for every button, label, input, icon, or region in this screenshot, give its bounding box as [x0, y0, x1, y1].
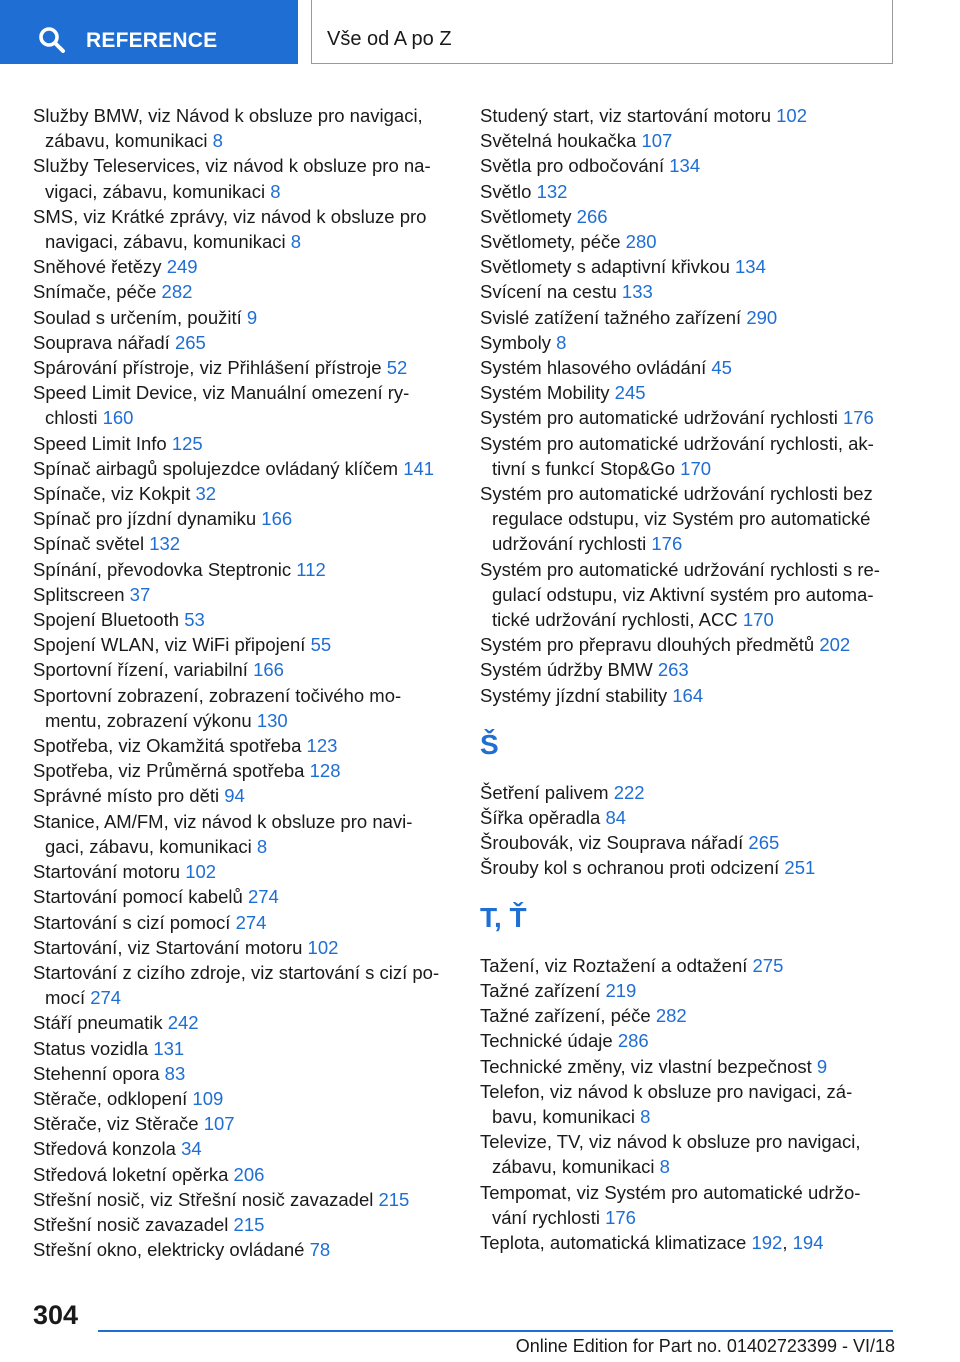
page-link[interactable]: 34: [181, 1138, 202, 1160]
entry-text: Světlomety s adaptivní křivkou: [480, 256, 735, 278]
entry-text: Startování z cizího zdroje, viz startování s cizí po‐: [33, 961, 440, 983]
page-link[interactable]: 8: [270, 180, 281, 202]
entry-text: Spojení WLAN, viz WiFi připojení: [33, 634, 311, 656]
index-entry: [480, 855, 920, 880]
entry-text: Světla pro odbočování: [480, 155, 670, 177]
index-entry: [480, 557, 920, 633]
entry-text: Startování pomocí kabelů: [33, 886, 248, 908]
index-entry: [33, 279, 458, 304]
index-entry: [480, 153, 920, 178]
index-entry: [480, 780, 920, 805]
entry-text: Tažné zařízení: [480, 979, 606, 1001]
page-link[interactable]: 166: [253, 659, 284, 681]
index-entry: [33, 557, 458, 582]
page-link[interactable]: 107: [641, 130, 673, 152]
page-link[interactable]: 8: [290, 231, 302, 253]
index-entry: [33, 783, 458, 808]
page-link[interactable]: 242: [167, 1012, 199, 1034]
entry-text: Stáří pneumatik: [33, 1012, 168, 1034]
index-entry: [480, 405, 920, 430]
index-entry: [480, 1180, 920, 1230]
entry-text: Stěrače, odklopení: [33, 1087, 193, 1109]
page-link[interactable]: 274: [247, 886, 279, 908]
entry-text: udržování rychlosti: [492, 533, 652, 555]
entry-text: Spojení Bluetooth: [33, 609, 185, 631]
entry-text: mocí: [45, 987, 91, 1009]
entry-text: gaci, zábavu, komunikaci: [45, 835, 257, 857]
page-link[interactable]: 45: [711, 357, 732, 379]
entry-text: Stanice, AM/FM, viz návod k obsluze pro navi‐: [33, 810, 413, 832]
entry-text: Středová konzola: [33, 1138, 182, 1160]
index-entry: [33, 960, 458, 1010]
page-link[interactable]: 52: [386, 357, 408, 379]
entry-text: tivní s funkcí Stop&Go: [492, 457, 681, 479]
page-link[interactable]: 8: [212, 130, 223, 152]
page-link[interactable]: 222: [613, 781, 645, 803]
entry-text: Svislé zatížení tažného zařízení: [480, 306, 747, 328]
index-entry: [480, 830, 920, 855]
page-link[interactable]: 194: [792, 1231, 824, 1253]
index-entry: [480, 683, 920, 708]
entry-text: regulace odstupu, viz Systém pro automatické: [492, 508, 871, 530]
entry-text: Šetření palivem: [480, 781, 614, 803]
index-entry: [480, 1129, 920, 1179]
reference-tab[interactable]: [0, 0, 298, 64]
search-icon: [38, 26, 68, 56]
entry-text: Střešní nosič zavazadel: [33, 1213, 234, 1235]
page-link[interactable]: 166: [261, 508, 293, 530]
index-entry: [33, 506, 458, 531]
entry-text: Světlo: [480, 180, 537, 202]
entry-text: Souprava nářadí: [33, 331, 175, 353]
page-link[interactable]: 219: [605, 979, 637, 1001]
index-entry: [480, 805, 920, 830]
page-link[interactable]: 280: [625, 231, 657, 253]
index-entry: [33, 330, 458, 355]
page-link[interactable]: 286: [617, 1030, 649, 1052]
index-entry: [480, 204, 920, 229]
page-link[interactable]: 94: [224, 785, 245, 807]
entry-text: mentu, zobrazení výkonu: [45, 709, 257, 731]
page-link[interactable]: 107: [203, 1113, 235, 1135]
page-link[interactable]: 176: [842, 407, 874, 429]
page-link[interactable]: 84: [605, 807, 627, 829]
page-link[interactable]: 202: [819, 634, 851, 656]
index-entry: [33, 1187, 458, 1212]
index-entry: [480, 103, 920, 128]
index-entry: [480, 179, 920, 204]
entry-text: Sněhové řetězy: [33, 256, 167, 278]
entry-text: Světelná houkačka: [480, 130, 642, 152]
page-link[interactable]: 141: [403, 457, 435, 479]
index-entry: [33, 153, 458, 203]
index-entry: [33, 431, 458, 456]
index-entry: [33, 1010, 458, 1035]
index-entry: [480, 1003, 920, 1028]
index-entry: [33, 1061, 458, 1086]
page-link[interactable]: 132: [149, 533, 181, 555]
entry-text: Středová loketní opěrka: [33, 1163, 234, 1185]
page-link[interactable]: 265: [174, 331, 206, 353]
page-number: 304: [33, 1300, 79, 1330]
index-entry: [33, 1162, 458, 1187]
page-link[interactable]: 134: [669, 155, 701, 177]
entry-text: Střešní nosič, viz Střešní nosič zavazadel: [33, 1188, 379, 1210]
page-separator: ,: [782, 1231, 793, 1253]
entry-text: Šířka opěradla: [480, 807, 606, 829]
section-heading: Š: [480, 728, 499, 760]
index-entry: [480, 355, 920, 380]
entry-text: Systém pro automatické udržování rychlosti bez: [480, 483, 873, 505]
entry-text: Technické změny, viz vlastní bezpečnost: [480, 1055, 817, 1077]
page-link[interactable]: 249: [166, 256, 198, 278]
page-link[interactable]: 132: [536, 180, 568, 202]
entry-text: Systémy jízdní stability: [480, 684, 673, 706]
entry-text: Spotřeba, viz Okamžitá spotřeba: [33, 735, 307, 757]
page-link[interactable]: 9: [816, 1055, 828, 1077]
section-heading: T, Ť: [480, 901, 527, 933]
entry-text: Teplota, automatická klimatizace: [480, 1231, 752, 1253]
index-entry: [480, 657, 920, 682]
index-column-right: [480, 103, 920, 1255]
entry-text: Systém pro automatické udržování rychlosti s re‐: [480, 558, 880, 580]
page-link[interactable]: 125: [171, 432, 203, 454]
reference-label: REFERENCE: [86, 29, 218, 52]
entry-text: Spotřeba, viz Průměrná spotřeba: [33, 760, 310, 782]
entry-text: Střešní okno, elektricky ovládané: [33, 1239, 310, 1261]
index-entry: [480, 254, 920, 279]
index-entry: [480, 1054, 920, 1079]
page-link[interactable]: 102: [776, 105, 808, 126]
index-entry: [33, 935, 458, 960]
page-link[interactable]: 128: [309, 760, 341, 782]
index-entry: [33, 758, 458, 783]
entry-text: Spínač světel: [33, 533, 150, 555]
page-link[interactable]: 215: [233, 1213, 265, 1235]
index-entry: [480, 330, 920, 355]
entry-text: Spínače, viz Kokpit: [33, 483, 196, 505]
page-link[interactable]: 8: [556, 331, 567, 353]
page-link[interactable]: 131: [153, 1037, 185, 1059]
entry-text: Světlomety, péče: [480, 231, 626, 253]
page-link[interactable]: 102: [307, 936, 339, 958]
entry-text: vigaci, zábavu, komunikaci: [45, 180, 271, 202]
page-link[interactable]: 8: [256, 835, 268, 857]
page-link[interactable]: 8: [640, 1105, 651, 1127]
page-link[interactable]: 206: [233, 1163, 265, 1185]
index-entry: [33, 859, 458, 884]
index-entry: [33, 254, 458, 279]
page-link[interactable]: 37: [129, 583, 151, 605]
index-entry: [33, 305, 458, 330]
entry-text: Speed Limit Device, viz Manuální omezení ry‐: [33, 382, 410, 404]
entry-text: Speed Limit Info: [33, 432, 172, 454]
entry-text: Správné místo pro děti: [33, 785, 225, 807]
page-link[interactable]: 192: [751, 1231, 783, 1253]
entry-text: Stěrače, viz Stěrače: [33, 1113, 204, 1135]
entry-text: Svícení na cestu: [480, 281, 622, 303]
page-link[interactable]: 164: [672, 684, 704, 706]
entry-text: Spínač pro jízdní dynamiku: [33, 508, 262, 530]
index-entry: [33, 204, 458, 254]
entry-text: Systém hlasového ovládání: [480, 357, 712, 379]
entry-text: Splitscreen: [33, 583, 130, 605]
section-title: Vše od A po Z: [327, 28, 452, 50]
page-link[interactable]: 245: [614, 382, 646, 404]
entry-text: Startování motoru: [33, 861, 186, 883]
index-entry: [33, 531, 458, 556]
index-entry: [480, 431, 920, 481]
index-entry: [33, 1111, 458, 1136]
index-entry: [480, 305, 920, 330]
index-entry: [480, 481, 920, 557]
entry-text: gulací odstupu, viz Aktivní systém pro automa‐: [492, 583, 874, 605]
page-link[interactable]: 282: [161, 281, 193, 303]
index-entry: [33, 733, 458, 758]
entry-text: Stehenní opora: [33, 1062, 165, 1084]
page-link[interactable]: 176: [651, 533, 683, 555]
page-link[interactable]: 134: [735, 256, 766, 278]
index-entry: [480, 1230, 920, 1255]
page-link[interactable]: 274: [90, 987, 122, 1009]
entry-text: SMS, viz Krátké zprávy, viz návod k obsluze pro: [33, 205, 427, 227]
entry-text: Studený start, viz startování motoru: [480, 105, 777, 126]
entry-text: Systém pro automatické udržování rychlosti: [480, 407, 843, 429]
index-entry: [33, 1212, 458, 1237]
page-link[interactable]: 251: [784, 857, 816, 879]
entry-text: Soulad s určením, použití: [33, 306, 247, 328]
page-link[interactable]: 83: [164, 1062, 186, 1084]
index-entry: [33, 456, 458, 481]
entry-text: Status vozidla: [33, 1037, 154, 1059]
index-entry: [33, 632, 458, 657]
entry-text: Sportovní řízení, variabilní: [33, 659, 254, 681]
entry-text: bavu, komunikaci: [492, 1105, 641, 1127]
entry-text: Tempomat, viz Systém pro automatické udržo‐: [480, 1181, 861, 1203]
entry-text: Systém Mobility: [480, 382, 615, 404]
entry-text: Sportovní zobrazení, zobrazení točivého mo‐: [33, 684, 402, 706]
index-entry: [33, 481, 458, 506]
page-link[interactable]: 9: [246, 306, 258, 328]
entry-text: tické udržování rychlosti, ACC: [492, 609, 743, 631]
page-link[interactable]: 112: [296, 558, 326, 580]
entry-text: Startování, viz Startování motoru: [33, 936, 308, 958]
index-entry: [33, 910, 458, 935]
index-entry: [33, 1237, 458, 1262]
entry-text: chlosti: [45, 407, 103, 429]
page-link[interactable]: 32: [195, 483, 217, 505]
page-link[interactable]: 8: [659, 1156, 670, 1178]
index-entry: [33, 582, 458, 607]
index-entry: [480, 380, 920, 405]
index-entry: [480, 1079, 920, 1129]
index-entry: [480, 1028, 920, 1053]
section-header: [311, 0, 893, 64]
index-entry: [33, 683, 458, 733]
index-entry: [33, 1036, 458, 1061]
index-entry: [480, 279, 920, 304]
footer-divider: [98, 1330, 893, 1332]
page-link[interactable]: 53: [184, 609, 205, 631]
entry-text: Spínání, převodovka Steptronic: [33, 558, 297, 580]
entry-text: Startování s cizí pomocí: [33, 911, 236, 933]
entry-text: Snímače, péče: [33, 281, 162, 303]
page-link[interactable]: 274: [235, 911, 267, 933]
page-link[interactable]: 78: [309, 1239, 331, 1261]
entry-text: zábavu, komunikaci: [492, 1156, 660, 1178]
page-link[interactable]: 266: [576, 205, 608, 227]
index-entry: [33, 809, 458, 859]
index-entry: [33, 884, 458, 909]
entry-text: Světlomety: [480, 205, 577, 227]
page-link[interactable]: 290: [746, 306, 778, 328]
entry-text: Šroubovák, viz Souprava nářadí: [480, 832, 749, 854]
index-entry: [480, 229, 920, 254]
entry-text: Šrouby kol s ochranou proti odcizení: [480, 857, 785, 879]
page-link[interactable]: 55: [310, 634, 332, 656]
entry-text: Služby BMW, viz Návod k obsluze pro navigaci,: [33, 105, 423, 126]
page-link[interactable]: 176: [605, 1206, 636, 1228]
index-entry: [33, 380, 458, 430]
entry-text: Spínač airbagů spolujezdce ovládaný klíčem: [33, 457, 404, 479]
index-entry: [480, 128, 920, 153]
entry-text: Symboly: [480, 331, 557, 353]
page-link[interactable]: 170: [742, 609, 774, 631]
entry-text: Systém údržby BMW: [480, 659, 658, 681]
index-entry: [33, 103, 458, 153]
entry-text: Systém pro automatické udržování rychlosti, ak‐: [480, 432, 874, 454]
index-entry: [480, 953, 920, 978]
page-link[interactable]: 282: [655, 1005, 687, 1027]
entry-text: Televize, TV, viz návod k obsluze pro navigaci,: [480, 1131, 861, 1153]
entry-text: Tažení, viz Roztažení a odtažení: [480, 954, 753, 976]
page-link[interactable]: 160: [102, 407, 134, 429]
page-link[interactable]: 170: [680, 457, 712, 479]
index-entry: [33, 1136, 458, 1161]
page-link[interactable]: 133: [621, 281, 653, 303]
entry-text: Služby Teleservices, viz návod k obsluze pro na‐: [33, 155, 431, 177]
index-entry: [33, 607, 458, 632]
page-link[interactable]: 215: [378, 1188, 410, 1210]
entry-text: vání rychlosti: [492, 1206, 606, 1228]
entry-text: zábavu, komunikaci: [45, 130, 213, 152]
page-link[interactable]: 109: [192, 1087, 224, 1109]
edition-footer[interactable]: Online Edition for Part no. 01402723399 - VI/18: [515, 1336, 895, 1356]
entry-text: Systém pro přepravu dlouhých předmětů: [480, 634, 820, 656]
index-entry: [480, 978, 920, 1003]
entry-text: Technické údaje: [480, 1030, 618, 1052]
index-entry: [480, 632, 920, 657]
page-link[interactable]: 275: [752, 954, 784, 976]
index-column-left: [33, 103, 458, 1262]
entry-text: navigaci, zábavu, komunikaci: [45, 231, 291, 253]
page-link[interactable]: 263: [657, 659, 689, 681]
index-entry: [33, 355, 458, 380]
page-link[interactable]: 130: [256, 709, 288, 731]
page-link[interactable]: 102: [185, 861, 217, 883]
entry-text: Spárování přístroje, viz Přihlášení přístroje: [33, 357, 387, 379]
entry-text: Telefon, viz návod k obsluze pro navigaci, zá‐: [480, 1080, 853, 1102]
entry-text: Tažné zařízení, péče: [480, 1005, 656, 1027]
index-entry: [33, 1086, 458, 1111]
index-entry: [33, 657, 458, 682]
page-link[interactable]: 123: [306, 735, 338, 757]
page-link[interactable]: 265: [748, 832, 780, 854]
